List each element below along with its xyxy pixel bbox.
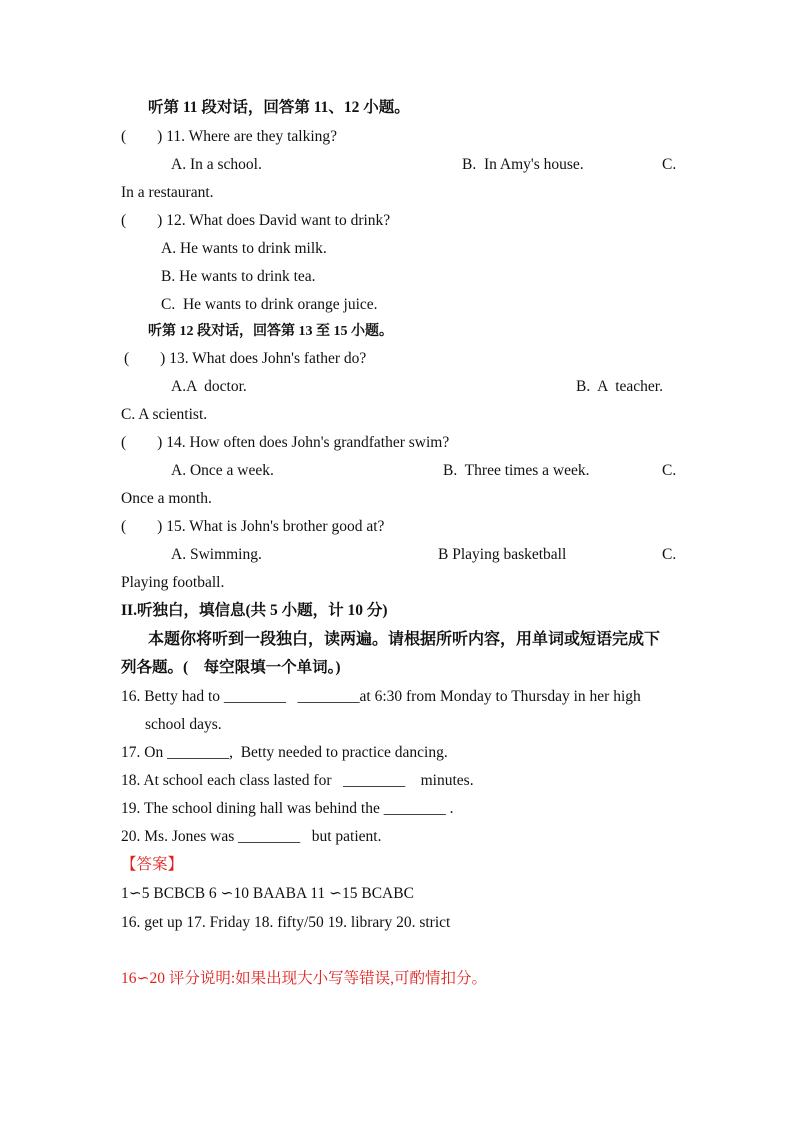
q12-option-c: C. He wants to drink orange juice.	[161, 296, 378, 313]
q14-option-c-text: Once a month.	[121, 490, 212, 507]
q13-stem: ( ) 13. What does John's father do?	[124, 350, 367, 367]
q11-option-a: A. In a school.	[171, 156, 262, 173]
q16-line2: school days.	[145, 716, 222, 733]
q15-option-c-text: Playing football.	[121, 574, 225, 591]
q13-option-a: A.A doctor.	[171, 378, 247, 395]
q14-option-b: B. Three times a week.	[443, 462, 590, 479]
answer-heading: 【答案】	[121, 856, 184, 873]
q14-option-a: A. Once a week.	[171, 462, 274, 479]
q11-stem: ( ) 11. Where are they talking?	[121, 128, 338, 145]
section12-heading: 听第 12 段对话，回答第 13 至 15 小题。	[148, 324, 393, 339]
part2-instruction-line2: 列各题。( 每空限填一个单词。)	[121, 659, 341, 676]
q14-stem: ( ) 14. How often does John's grandfather swim?	[121, 434, 450, 451]
q12-option-a: A. He wants to drink milk.	[161, 240, 327, 257]
q11-option-c-label: C.	[662, 156, 677, 173]
q17: 17. On ________, Betty needed to practice dancing.	[121, 744, 448, 761]
answer-line2: 16. get up 17. Friday 18. fifty/50 19. library 20. strict	[121, 914, 451, 931]
q15-stem: ( ) 15. What is John's brother good at?	[121, 518, 385, 535]
section11-heading: 听第 11 段对话，回答第 11、12 小题。	[148, 99, 410, 116]
q11-option-b: B. In Amy's house.	[462, 156, 584, 173]
scoring-note: 16∽20 评分说明:如果出现大小写等错误,可酌情扣分。	[121, 970, 488, 987]
q12-option-b: B. He wants to drink tea.	[161, 268, 316, 285]
answer-line1: 1∽5 BCBCB 6 ∽10 BAABA 11 ∽15 BCABC	[121, 885, 414, 902]
q14-option-c-label: C.	[662, 462, 677, 479]
q12-stem: ( ) 12. What does David want to drink?	[121, 212, 391, 229]
part2-instruction-line1: 本题你将听到一段独白，读两遍。请根据所听内容，用单词或短语完成下	[148, 631, 661, 648]
part2-heading: II.听独白，填信息(共 5 小题，计 10 分)	[121, 602, 388, 619]
q15-option-c-label: C.	[662, 546, 677, 563]
q15-option-a: A. Swimming.	[171, 546, 262, 563]
q15-option-b: B Playing basketball	[438, 546, 567, 563]
q20: 20. Ms. Jones was ________ but patient.	[121, 828, 382, 845]
q19: 19. The school dining hall was behind the ________ .	[121, 800, 454, 817]
q11-option-c-text: In a restaurant.	[121, 184, 214, 201]
q13-option-c: C. A scientist.	[121, 406, 208, 423]
q18: 18. At school each class lasted for ________ minutes.	[121, 772, 474, 789]
q16-line1: 16. Betty had to ________ ________at 6:30 from Monday to Thursday in her high	[121, 688, 641, 705]
q13-option-b: B. A teacher.	[576, 378, 663, 395]
